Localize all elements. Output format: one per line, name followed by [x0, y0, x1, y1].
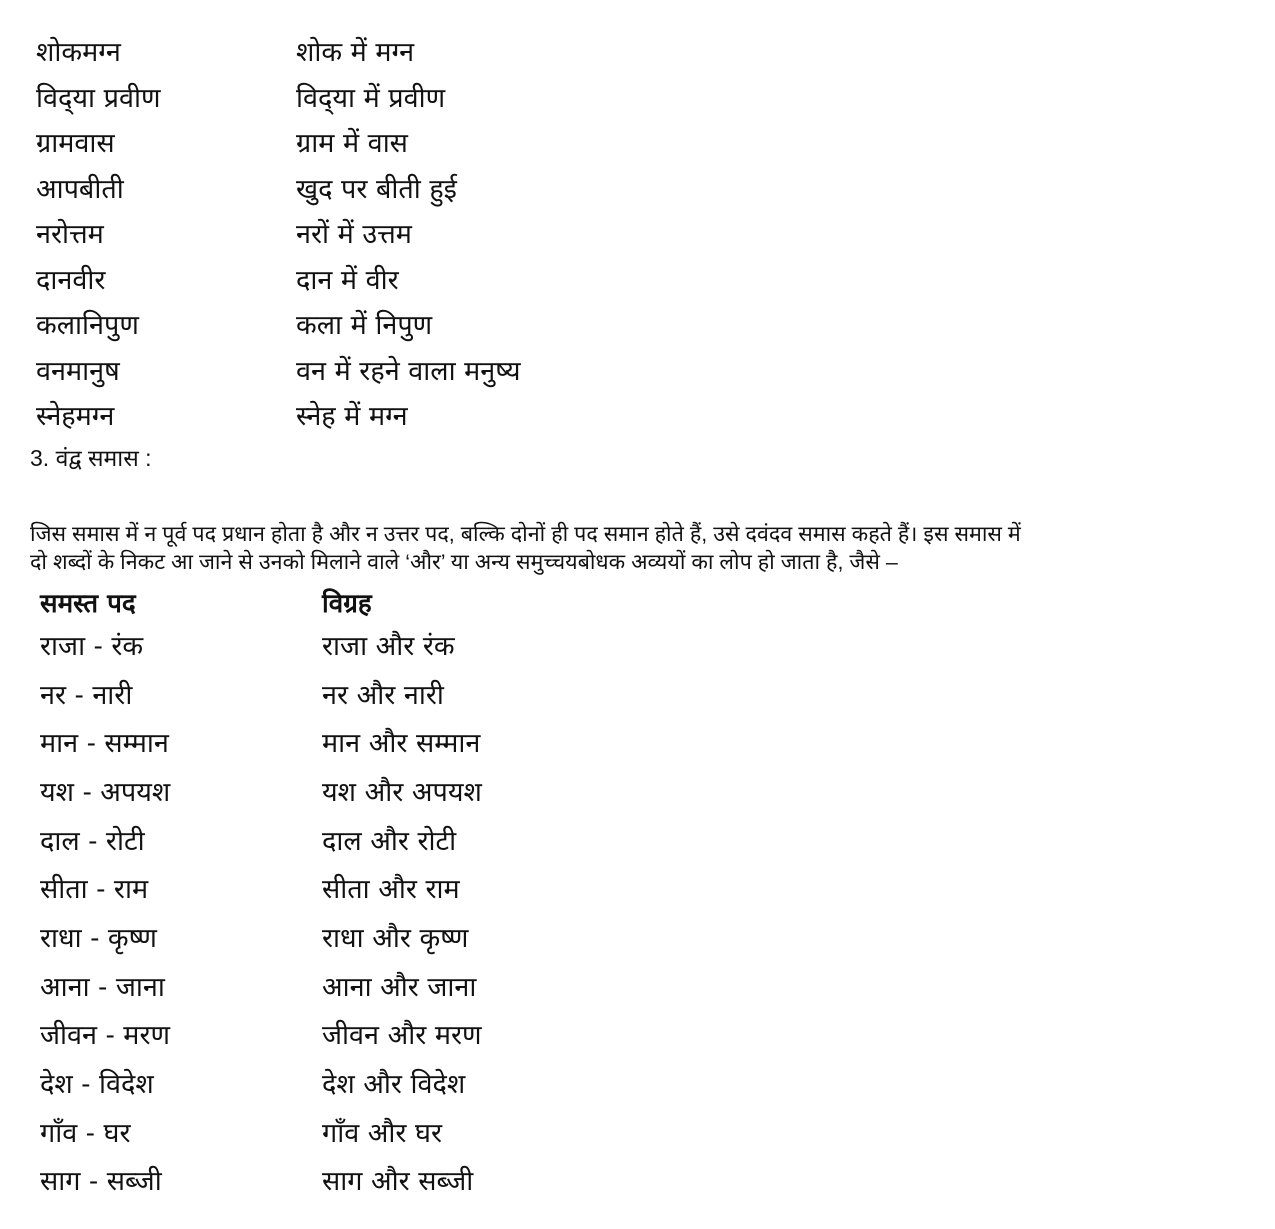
example-row — [36, 394, 656, 440]
table-row — [40, 865, 680, 914]
samast-pad: गाँव - घर — [40, 1117, 131, 1149]
table-header — [40, 582, 680, 622]
example-row — [36, 258, 656, 304]
vigrah: राजा और रंक — [322, 630, 455, 662]
table-row — [40, 768, 680, 817]
vigrah: नरों में उत्तम — [296, 219, 412, 251]
samast-pad: दानवीर — [36, 264, 106, 296]
example-row — [36, 212, 656, 258]
samast-pad: यश - अपयश — [40, 776, 171, 808]
table-row — [40, 1012, 680, 1061]
samast-pad: आपबीती — [36, 173, 124, 205]
vigrah: नर और नारी — [322, 679, 444, 711]
samast-pad: नरोत्तम — [36, 219, 104, 251]
paragraph-line: जिस समास में न पूर्व पद प्रधान होता है और न उत्तर पद, बल्कि दोनों ही पद समान होते हैं, उसे दवंदव समास कहते हैं। इस समास में — [30, 522, 1021, 546]
example-row — [36, 303, 656, 349]
vigrah: खुद पर बीती हुई — [296, 173, 457, 205]
vigrah: देश और विदेश — [322, 1069, 466, 1101]
table-row — [40, 817, 680, 866]
table-row — [40, 622, 680, 671]
vigrah: दान में वीर — [296, 264, 399, 296]
samast-pad: आना - जाना — [40, 971, 165, 1003]
table-row — [40, 1109, 680, 1158]
vigrah: जीवन और मरण — [322, 1020, 482, 1052]
vigrah: सीता और राम — [322, 874, 460, 906]
samast-pad: कलानिपुण — [36, 310, 139, 342]
paragraph-line: दो शब्दों के निकट आ जाने से उनको मिलाने वाले ‘और’ या अन्य समुच्चयबोधक अव्ययों का लोप हो जाता है, जैसे – — [30, 550, 898, 574]
vigrah: स्नेह में मग्न — [296, 401, 408, 433]
vigrah: साग और सब्जी — [322, 1166, 474, 1198]
samast-pad: राजा - रंक — [40, 630, 144, 662]
section-heading: 3. वंद्व समास : — [30, 445, 152, 471]
vigrah: वन में रहने वाला मनुष्य — [296, 355, 521, 387]
samast-pad: नर - नारी — [40, 679, 133, 711]
samast-pad: दाल - रोटी — [40, 825, 145, 857]
table-row — [40, 963, 680, 1012]
samast-pad: ग्रामवास — [36, 128, 115, 160]
dvandva-example-table — [40, 582, 680, 1206]
vigrah: दाल और रोटी — [322, 825, 457, 857]
tatpurush-example-list — [36, 30, 656, 440]
samast-pad: विद्‌या प्रवीण — [36, 82, 161, 114]
example-row — [36, 76, 656, 122]
column-header-samast-pad: समस्त पद — [40, 589, 136, 619]
example-row — [36, 349, 656, 395]
example-row — [36, 121, 656, 167]
table-row — [40, 719, 680, 768]
vigrah: शोक में मग्न — [296, 37, 415, 69]
samast-pad: सीता - राम — [40, 874, 149, 906]
vigrah: राधा और कृष्ण — [322, 922, 469, 954]
example-row — [36, 30, 656, 76]
definition-paragraph — [30, 520, 1275, 576]
vigrah: आना और जाना — [322, 971, 477, 1003]
example-row — [36, 167, 656, 213]
column-header-vigrah: विग्रह — [322, 589, 372, 619]
table-row — [40, 1060, 680, 1109]
vigrah: विद्‌या में प्रवीण — [296, 82, 446, 114]
samast-pad: शोकमग्न — [36, 37, 121, 69]
vigrah: कला में निपुण — [296, 310, 433, 342]
table-row — [40, 1158, 680, 1207]
samast-pad: जीवन - मरण — [40, 1020, 171, 1052]
vigrah: ग्राम में वास — [296, 128, 408, 160]
samast-pad: साग - सब्जी — [40, 1166, 162, 1198]
vigrah: यश और अपयश — [322, 776, 482, 808]
samast-pad: राधा - कृष्ण — [40, 922, 157, 954]
samast-pad: मान - सम्मान — [40, 728, 169, 760]
table-row — [40, 914, 680, 963]
samast-pad: स्नेहमग्न — [36, 401, 115, 433]
table-row — [40, 671, 680, 720]
vigrah: मान और सम्मान — [322, 728, 481, 760]
vigrah: गाँव और घर — [322, 1117, 443, 1149]
samast-pad: वनमानुष — [36, 355, 120, 387]
samast-pad: देश - विदेश — [40, 1069, 154, 1101]
